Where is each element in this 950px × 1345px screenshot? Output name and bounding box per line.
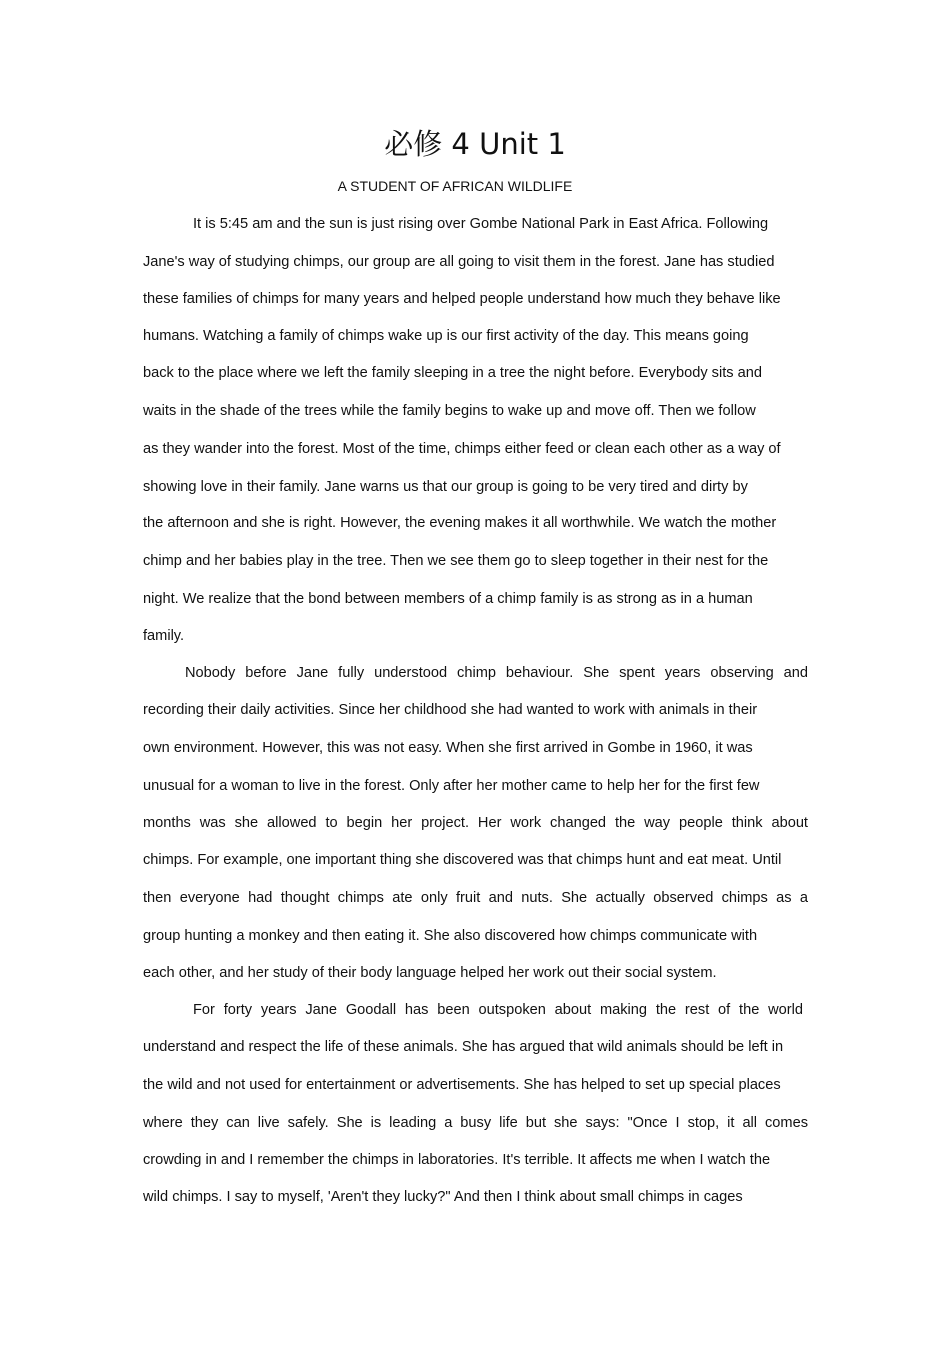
text-line: understand and respect the life of these animals. She has argued that wild animals should be left in	[143, 1039, 784, 1055]
text-line: chimp and her babies play in the tree. Then we see them go to sleep together in their nest for the	[143, 553, 769, 569]
text-line: these families of chimps for many years and helped people understand how much they behave like	[143, 291, 781, 307]
text-line: then everyone had thought chimps ate only fruit and nuts. She actually observed chimps as a	[143, 890, 808, 906]
text-line: Jane's way of studying chimps, our group are all going to visit them in the forest. Jane has studied	[143, 254, 775, 270]
text-line: waits in the shade of the trees while the family begins to wake up and move off. Then we follow	[143, 403, 756, 419]
text-line: the afternoon and she is right. However, the evening makes it all worthwhile. We watch the mother	[143, 515, 777, 531]
text-line: months was she allowed to begin her project. Her work changed the way people think about	[143, 815, 808, 831]
text-line: back to the place where we left the family sleeping in a tree the night before. Everybody sits and	[143, 365, 762, 381]
text-line: each other, and her study of their body language helped her work out their social system.	[143, 965, 717, 981]
text-line: where they can live safely. She is leading a busy life but she says: "Once I stop, it all comes	[143, 1115, 808, 1131]
text-line: humans. Watching a family of chimps wake up is our first activity of the day. This means going	[143, 328, 749, 344]
text-line: own environment. However, this was not easy. When she first arrived in Gombe in 1960, it was	[143, 740, 753, 756]
text-line: wild chimps. I say to myself, 'Aren't they lucky?" And then I think about small chimps in cages	[143, 1189, 743, 1205]
text-line: group hunting a monkey and then eating it. She also discovered how chimps communicate with	[143, 928, 758, 944]
text-line: Nobody before Jane fully understood chimp behaviour. She spent years observing and	[185, 665, 808, 681]
text-line: It is 5:45 am and the sun is just rising over Gombe National Park in East Africa. Following	[193, 216, 769, 232]
text-line: crowding in and I remember the chimps in laboratories. It's terrible. It affects me when I watch the	[143, 1152, 771, 1168]
page-subtitle: A STUDENT OF AFRICAN WILDLIFE	[337, 178, 573, 194]
text-line: For forty years Jane Goodall has been outspoken about making the rest of the world	[193, 1002, 803, 1018]
text-line: unusual for a woman to live in the forest. Only after her mother came to help her for the first few	[143, 778, 760, 794]
text-line: as they wander into the forest. Most of the time, chimps either feed or clean each other as a way of	[143, 441, 781, 457]
text-line: family.	[143, 628, 185, 644]
text-line: recording their daily activities. Since her childhood she had wanted to work with animals in their	[143, 702, 758, 718]
text-line: night. We realize that the bond between members of a chimp family is as strong as in a human	[143, 591, 753, 607]
page-title: 必修 4 Unit 1	[384, 127, 566, 161]
text-line: showing love in their family. Jane warns us that our group is going to be very tired and dirty by	[143, 479, 748, 495]
text-line: chimps. For example, one important thing she discovered was that chimps hunt and eat meat. Until	[143, 852, 782, 868]
text-line: the wild and not used for entertainment or advertisements. She has helped to set up special places	[143, 1077, 781, 1093]
